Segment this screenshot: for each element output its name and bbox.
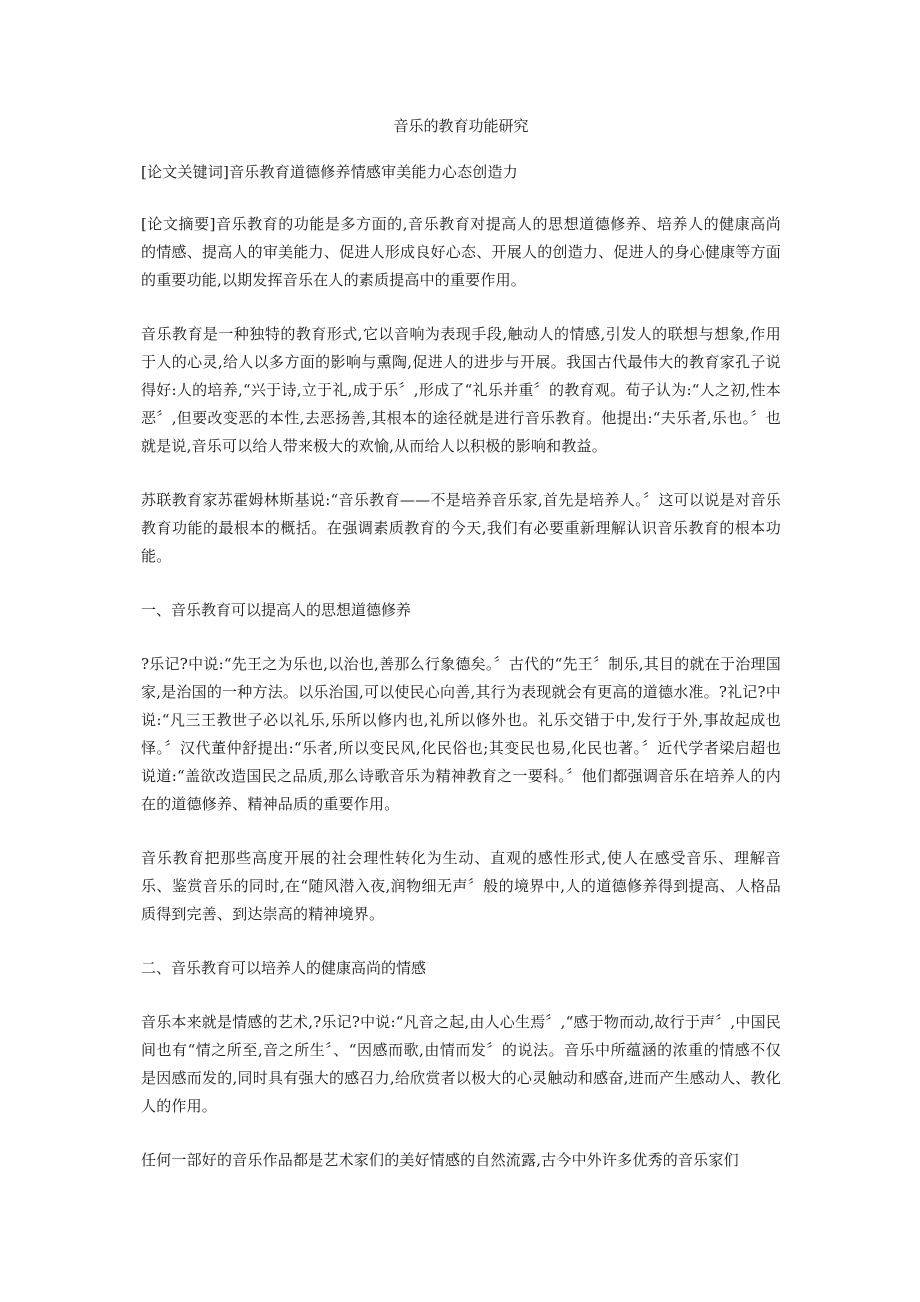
section1-paragraph: 音乐教育把那些高度开展的社会理性转化为生动、直观的感性形式,使人在感受音乐、理解音乐、鉴赏音乐的同时,在“随风潜入夜,润物细无声〞般的境界中,人的道德修养得到提高、人格品质得到完善、到达崇高的精神境界。 xyxy=(141,849,781,923)
document-page xyxy=(141,113,781,1200)
abstract-paragraph: [论文摘要]音乐教育的功能是多方面的,音乐教育对提高人的思想道德修养、培养人的健康高尚的情感、提高人的审美能力、促进人形成良好心态、开展人的创造力、促进人的身心健康等方面的重要功能,以期发挥音乐在人的素质提高中的重要作用。 xyxy=(141,215,781,289)
section-heading-2: 二、音乐教育可以培养人的健康高尚的情感 xyxy=(141,959,427,977)
section-heading-1: 一、音乐教育可以提高人的思想道德修养 xyxy=(141,601,412,619)
section1-paragraph: ?乐记?中说:“先王之为乐也,以治也,善那么行象德矣。〞古代的“先王〞制乐,其目的就在于治理国家,是治国的一种方法。以乐治国,可以使民心向善,其行为表现就会有更高的道德水准。?礼记?中说:“凡三王教世子必以礼乐,乐所以修内也,礼所以修外也。礼乐交错于中,发行于外,事故起成也怿。〞汉代董仲舒提出:“乐者,所以变民风,化民俗也;其变民也易,化民也著。〞近代学者梁启超也说道:“盖欲改造国民之品质,那么诗歌音乐为精神教育之一要科。〞他们都强调音乐在培养人的内在的道德修养、精神品质的重要作用。 xyxy=(141,655,781,813)
body-paragraph: 苏联教育家苏霍姆林斯基说:“音乐教育——不是培养音乐家,首先是培养人。〞这可以说是对音乐教育功能的最根本的概括。在强调素质教育的今天,我们有必要重新理解认识音乐教育的根本功能。 xyxy=(141,491,781,565)
section2-paragraph: 任何一部好的音乐作品都是艺术家们的美好情感的自然流露,古今中外许多优秀的音乐家们 xyxy=(141,1151,739,1169)
section2-paragraph: 音乐本来就是情感的艺术,?乐记?中说:“凡音之起,由人心生焉〞,“感于物而动,故行于声〞,中国民间也有“情之所至,音之所生〞、“因感而歌,由情而发〞的说法。音乐中所蕴涵的浓重的情感不仅是因感而发的,同时具有强大的感召力,给欣赏者以极大的心灵触动和感奋,进而产生感动人、教化人的作用。 xyxy=(141,1013,781,1115)
document-title: 音乐的教育功能研究 xyxy=(393,117,529,135)
body-paragraph: 音乐教育是一种独特的教育形式,它以音响为表现手段,触动人的情感,引发人的联想与想象,作用于人的心灵,给人以多方面的影响与熏陶,促进人的进步与开展。我国古代最伟大的教育家孔子说得好:人的培养,“兴于诗,立于礼,成于乐〞,形成了“礼乐并重〞的教育观。荀子认为:“人之初,性本恶〞,但要改变恶的本性,去恶扬善,其根本的途径就是进行音乐教育。他提出:“夫乐者,乐也。〞也就是说,音乐可以给人带来极大的欢愉,从而给人以积极的影响和教益。 xyxy=(141,325,781,455)
keywords-paragraph: [论文关键词]音乐教育道德修养情感审美能力心态创造力 xyxy=(141,163,518,181)
